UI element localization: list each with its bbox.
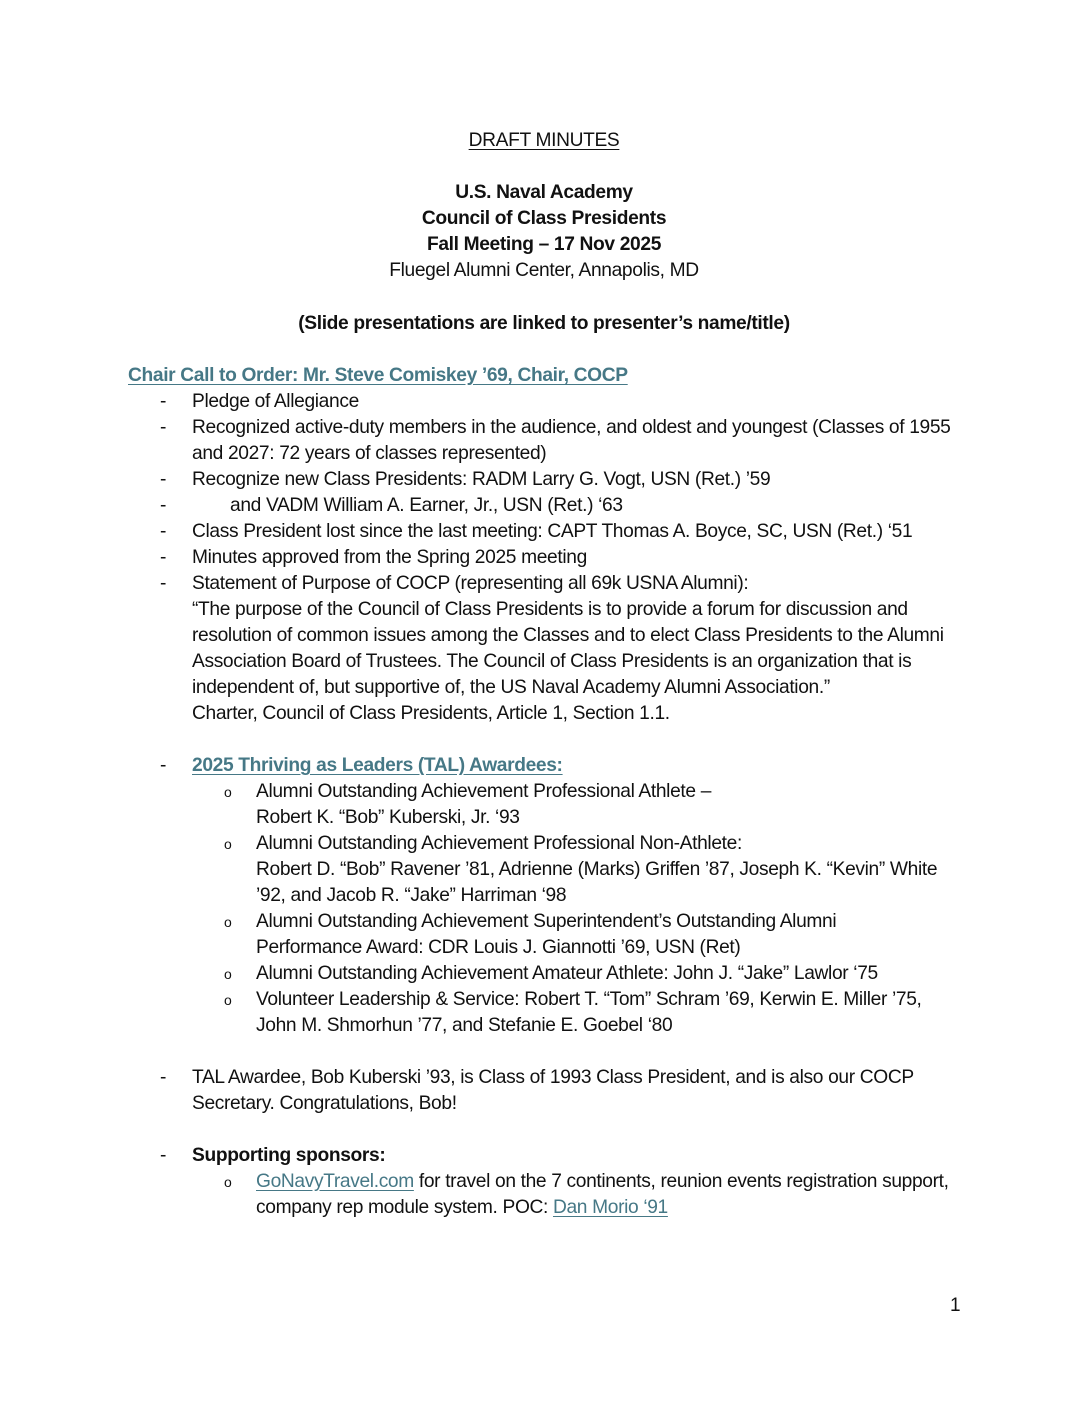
dash-bullet-icon: - [160,1067,167,1088]
award-item [128,909,968,961]
list-item [128,415,968,467]
circle-bullet-icon: o [224,784,232,800]
dash-bullet-icon: - [160,547,167,568]
item-lost: Class President lost since the last meeting: CAPT Thomas A. Boyce, SC, USN (Ret.) ‘51 [192,521,913,542]
list-item [128,1065,968,1117]
item-purpose-quote: “The purpose of the Council of Class Presidents is to provide a forum for discussion and resolution of common issues among the Classes and to elect Class Presidents to the Alumni Association Board of Trustees. The Council of Class Presidents is an organization that is independent of, but supportive of, the US Naval Academy Alumni Association.” [192,599,944,698]
list-item [128,571,968,727]
dash-bullet-icon: - [160,495,167,516]
dash-bullet-icon: - [160,417,167,438]
award-category: Volunteer Leadership & Service: Robert T. “Tom” Schram ’69, Kerwin E. Miller ’75, [256,989,922,1010]
sponsor-description: for travel on the 7 continents, reunion events registration support, company rep module system. POC: [256,1171,949,1218]
org-title: U.S. Naval Academy [455,182,633,203]
award-category: Alumni Outstanding Achievement Professional Non-Athlete: [256,833,742,854]
dash-bullet-icon: - [160,521,167,542]
list-item [128,389,968,415]
dash-bullet-icon: - [160,573,167,594]
chair-call-to-order-link[interactable]: Chair Call to Order: Mr. Steve Comiskey ’69, Chair, COCP [128,365,628,386]
sponsor-item [128,1169,968,1221]
item-purpose-cite: Charter, Council of Class Presidents, Article 1, Section 1.1. [192,703,670,724]
award-category: Alumni Outstanding Achievement Superintendent’s Outstanding Alumni [256,911,837,932]
item-minutes: Minutes approved from the Spring 2025 meeting [192,547,587,568]
list-item [128,753,968,779]
gonavytravel-link[interactable]: GoNavyTravel.com [256,1171,414,1192]
draft-label: DRAFT MINUTES [468,130,620,151]
dash-bullet-icon: - [160,755,167,776]
sponsors-title: Supporting sponsors: [192,1145,386,1166]
circle-bullet-icon: o [224,966,232,982]
award-category: Alumni Outstanding Achievement Amateur Athlete: John J. “Jake” Lawlor ‘75 [256,963,878,984]
dash-bullet-icon: - [160,469,167,490]
slides-note: (Slide presentations are linked to presenter’s name/title) [298,313,790,334]
award-item [128,987,968,1039]
item-pledge: Pledge of Allegiance [192,391,359,412]
circle-bullet-icon: o [224,836,232,852]
list-item [128,1143,968,1169]
tal-note: TAL Awardee, Bob Kuberski ’93, is Class of 1993 Class President, and is also our COCP Secretary. Congratulations, Bob! [192,1067,914,1114]
award-names: Performance Award: CDR Louis J. Giannotti ’69, USN (Ret) [256,937,741,958]
list-item [128,493,968,519]
page-number: 1 [950,1295,961,1316]
award-item [128,961,968,987]
circle-bullet-icon: o [224,1174,232,1190]
tal-awardees-link[interactable]: 2025 Thriving as Leaders (TAL) Awardees: [192,755,563,776]
list-item [128,519,968,545]
item-new-presidents: Recognize new Class Presidents: RADM Larry G. Vogt, USN (Ret.) ’59 [192,469,771,490]
agenda-list [128,389,968,1221]
item-new-presidents-cont: and VADM William A. Earner, Jr., USN (Ret.) ‘63 [230,495,623,516]
item-recognized: Recognized active-duty members in the audience, and oldest and youngest (Classes of 1955 and 2027: 72 years of classes represented) [192,417,951,464]
item-purpose-intro: Statement of Purpose of COCP (representing all 69k USNA Alumni): [192,573,749,594]
award-names: Robert K. “Bob” Kuberski, Jr. ‘93 [256,807,520,828]
award-category: Alumni Outstanding Achievement Professional Athlete – [256,781,712,802]
award-item [128,779,968,831]
document-header [0,180,1088,284]
circle-bullet-icon: o [224,992,232,1008]
council-title: Council of Class Presidents [421,208,667,229]
dash-bullet-icon: - [160,391,167,412]
circle-bullet-icon: o [224,914,232,930]
list-item [128,545,968,571]
dash-bullet-icon: - [160,1145,167,1166]
list-item [128,467,968,493]
poc-link[interactable]: Dan Morio ‘91 [552,1197,668,1218]
meeting-title: Fall Meeting – 17 Nov 2025 [426,234,662,255]
meeting-location: Fluegel Alumni Center, Annapolis, MD [389,260,699,281]
award-names: John M. Shmorhun ’77, and Stefanie E. Goebel ‘80 [256,1015,673,1036]
award-names: Robert D. “Bob” Ravener ’81, Adrienne (Marks) Griffen ’87, Joseph K. “Kevin” White ’92, and Jacob R. “Jake” Harriman ‘98 [256,859,938,906]
award-item [128,831,968,909]
